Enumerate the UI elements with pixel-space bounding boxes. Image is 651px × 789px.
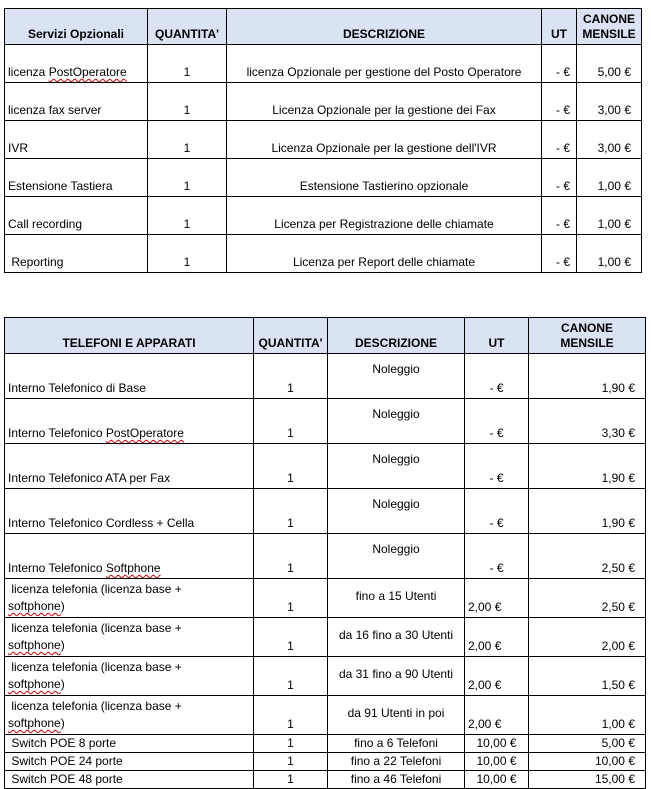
ut-cell: - € (542, 197, 577, 235)
header-canone-line1: CANONE (582, 12, 635, 26)
header-servizi-opzionali: Servizi Opzionali (5, 9, 148, 45)
service-name: Estensione Tastiera (8, 179, 113, 193)
license-name-suffix: ) (60, 638, 65, 652)
canone-cell: 2,00 € (529, 618, 646, 657)
description-cell: Estensione Tastierino opzionale (227, 159, 542, 197)
license-name-cell (5, 696, 254, 735)
canone-cell: 10,00 € (529, 753, 646, 771)
license-name-line1: licenza telefonia (licenza base + (8, 699, 182, 713)
table-row (5, 235, 642, 273)
canone-cell: 1,00 € (577, 159, 642, 197)
description-cell: da 31 fino a 90 Utenti (328, 657, 465, 696)
license-name-softphone: softphone (8, 638, 61, 652)
header-canone-line1: CANONE (560, 321, 613, 335)
service-name-cell (5, 121, 148, 159)
canone-cell: 1,00 € (577, 197, 642, 235)
ut-cell: - € (465, 489, 529, 534)
license-name-suffix: ) (60, 716, 65, 730)
service-name-cell (5, 197, 148, 235)
table-row (5, 489, 646, 534)
table-header-row (5, 318, 646, 354)
device-name: Interno Telefonico (8, 426, 106, 440)
quantity-cell: 1 (254, 579, 328, 618)
ut-cell: - € (465, 399, 529, 444)
table-row (5, 83, 642, 121)
description-cell: Noleggio (328, 534, 465, 579)
description-cell: licenza Opzionale per gestione del Posto Operatore (227, 45, 542, 83)
quantity-cell: 1 (254, 489, 328, 534)
quantity-cell: 1 (254, 735, 328, 753)
license-name-line1: licenza telefonia (licenza base + (8, 660, 182, 674)
quantity-cell: 1 (254, 354, 328, 399)
table-header-row (5, 9, 642, 45)
switch-name-cell (5, 753, 254, 771)
ut-cell: - € (465, 354, 529, 399)
license-name-cell (5, 618, 254, 657)
canone-cell: 1,90 € (529, 489, 646, 534)
header-quantita: QUANTITA' (148, 9, 227, 45)
service-name: licenza (8, 65, 49, 79)
canone-cell: 5,00 € (577, 45, 642, 83)
quantity-cell: 1 (254, 618, 328, 657)
ut-cell: 10,00 € (465, 735, 529, 753)
license-name-softphone: softphone (8, 599, 61, 613)
table-row (5, 354, 646, 399)
service-name: Call recording (8, 217, 83, 231)
table-row (5, 197, 642, 235)
table-row (5, 579, 646, 618)
license-name-suffix: ) (60, 677, 65, 691)
device-name: Interno Telefonico ATA per Fax (8, 471, 171, 485)
canone-cell: 2,50 € (529, 534, 646, 579)
canone-cell: 1,50 € (529, 657, 646, 696)
canone-cell: 3,30 € (529, 399, 646, 444)
device-name: Interno Telefonico Cordless + Cella (8, 516, 195, 530)
service-name-cell (5, 83, 148, 121)
canone-cell: 1,00 € (529, 696, 646, 735)
table-row (5, 121, 642, 159)
quantity-cell: 1 (148, 45, 227, 83)
ut-cell: - € (465, 444, 529, 489)
device-name-cell (5, 444, 254, 489)
quantity-cell: 1 (148, 235, 227, 273)
service-name-cell (5, 235, 148, 273)
device-name: Interno Telefonico di Base (8, 381, 146, 395)
header-descrizione: DESCRIZIONE (227, 9, 542, 45)
description-cell: Licenza Opzionale per la gestione dei Fax (227, 83, 542, 121)
header-canone-mensile (577, 9, 642, 45)
license-name-cell (5, 579, 254, 618)
license-name-softphone: softphone (8, 716, 61, 730)
header-ut: UT (465, 318, 529, 354)
canone-cell: 3,00 € (577, 121, 642, 159)
switch-name: Switch POE 8 porte (8, 736, 117, 750)
header-quantita: QUANTITA' (254, 318, 328, 354)
quantity-cell: 1 (254, 771, 328, 789)
table-row (5, 735, 646, 753)
telefoni-apparati-table (4, 317, 646, 789)
header-ut: UT (542, 9, 577, 45)
description-cell: Noleggio (328, 489, 465, 534)
device-name-cell (5, 534, 254, 579)
quantity-cell: 1 (148, 197, 227, 235)
canone-cell: 1,90 € (529, 354, 646, 399)
quantity-cell: 1 (254, 534, 328, 579)
description-cell: Noleggio (328, 354, 465, 399)
ut-cell: 2,00 € (465, 657, 529, 696)
quantity-cell: 1 (148, 83, 227, 121)
device-name: Interno Telefonico (8, 561, 106, 575)
canone-cell: 3,00 € (577, 83, 642, 121)
description-cell: fino a 22 Telefoni (328, 753, 465, 771)
quantity-cell: 1 (148, 159, 227, 197)
device-name-cell (5, 399, 254, 444)
canone-cell: 15,00 € (529, 771, 646, 789)
table-row (5, 45, 642, 83)
quantity-cell: 1 (254, 444, 328, 489)
quantity-cell: 1 (254, 399, 328, 444)
canone-cell: 1,90 € (529, 444, 646, 489)
description-cell: Noleggio (328, 399, 465, 444)
table-row (5, 399, 646, 444)
canone-cell: 2,50 € (529, 579, 646, 618)
description-cell: Licenza Opzionale per la gestione dell'IVR (227, 121, 542, 159)
license-name-softphone: softphone (8, 677, 61, 691)
table-row (5, 444, 646, 489)
header-canone-line2: MENSILE (560, 336, 614, 350)
table-row (5, 657, 646, 696)
table-row (5, 159, 642, 197)
license-name-suffix: ) (60, 599, 65, 613)
header-descrizione: DESCRIZIONE (328, 318, 465, 354)
description-cell: Licenza per Registrazione delle chiamate (227, 197, 542, 235)
quantity-cell: 1 (254, 696, 328, 735)
servizi-opzionali-table (4, 8, 642, 273)
device-name-misspelled: PostOperatore (105, 426, 184, 440)
service-name: licenza fax server (8, 103, 102, 117)
ut-cell: 2,00 € (465, 618, 529, 657)
device-name-misspelled: Softphone (105, 561, 161, 575)
quantity-cell: 1 (254, 753, 328, 771)
device-name-cell (5, 489, 254, 534)
ut-cell: - € (542, 121, 577, 159)
table-row (5, 771, 646, 789)
table-row (5, 696, 646, 735)
ut-cell: 10,00 € (465, 771, 529, 789)
license-name-line1: licenza telefonia (licenza base + (8, 621, 182, 635)
description-cell: da 16 fino a 30 Utenti (328, 618, 465, 657)
license-name-line1: licenza telefonia (licenza base + (8, 582, 182, 596)
switch-name: Switch POE 24 porte (8, 754, 123, 768)
service-name: Reporting (8, 255, 64, 269)
canone-cell: 1,00 € (577, 235, 642, 273)
ut-cell: - € (542, 83, 577, 121)
switch-name: Switch POE 48 porte (8, 772, 123, 786)
header-canone-line2: MENSILE (582, 27, 636, 41)
device-name-cell (5, 354, 254, 399)
ut-cell: - € (542, 45, 577, 83)
table-row (5, 618, 646, 657)
ut-cell: - € (542, 235, 577, 273)
service-name-cell (5, 159, 148, 197)
service-name-misspelled: PostOperatore (48, 65, 127, 79)
canone-cell: 5,00 € (529, 735, 646, 753)
switch-name-cell (5, 735, 254, 753)
ut-cell: 10,00 € (465, 753, 529, 771)
description-cell: Licenza per Report delle chiamate (227, 235, 542, 273)
header-telefoni-apparati: TELEFONI E APPARATI (5, 318, 254, 354)
description-cell: Noleggio (328, 444, 465, 489)
description-cell: fino a 15 Utenti (328, 579, 465, 618)
ut-cell: - € (465, 534, 529, 579)
service-name-cell (5, 45, 148, 83)
table-row (5, 534, 646, 579)
ut-cell: 2,00 € (465, 696, 529, 735)
table-row (5, 753, 646, 771)
description-cell: fino a 6 Telefoni (328, 735, 465, 753)
quantity-cell: 1 (254, 657, 328, 696)
quantity-cell: 1 (148, 121, 227, 159)
header-canone-mensile (529, 318, 646, 354)
service-name: IVR (8, 141, 29, 155)
description-cell: fino a 46 Telefoni (328, 771, 465, 789)
ut-cell: - € (542, 159, 577, 197)
license-name-cell (5, 657, 254, 696)
description-cell: da 91 Utenti in poi (328, 696, 465, 735)
switch-name-cell (5, 771, 254, 789)
ut-cell: 2,00 € (465, 579, 529, 618)
